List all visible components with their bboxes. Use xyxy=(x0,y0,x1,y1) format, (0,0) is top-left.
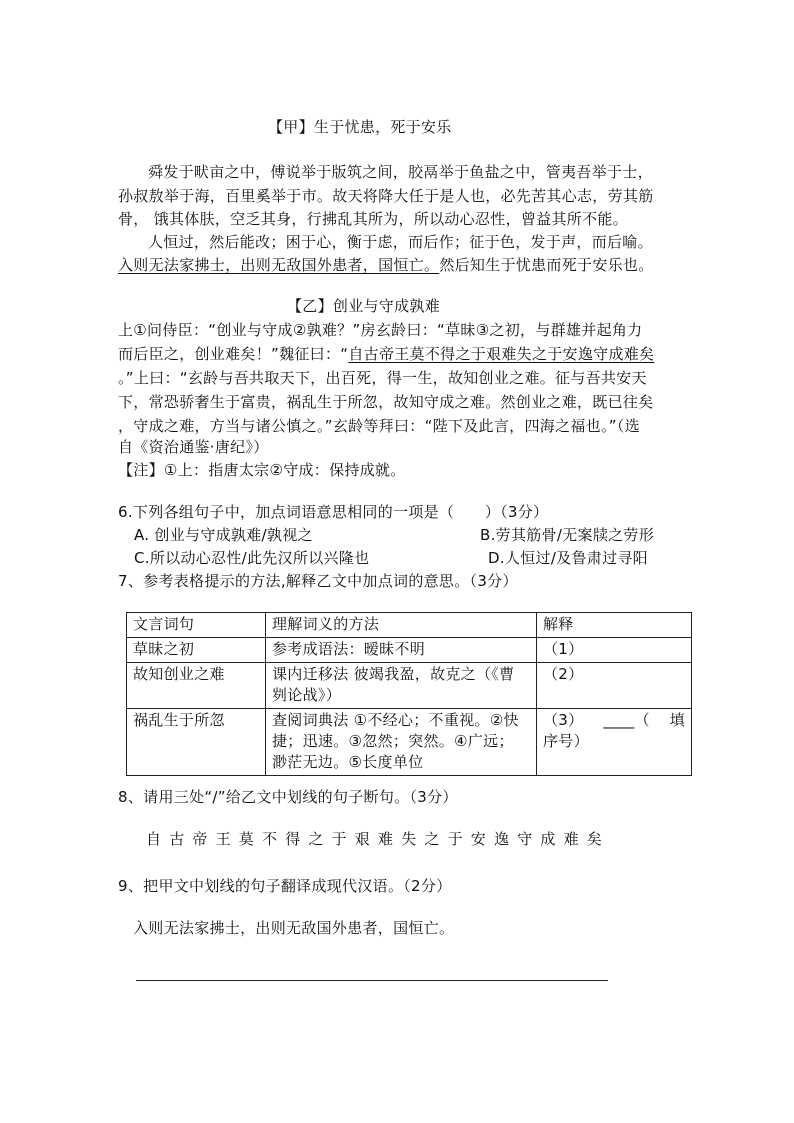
passage-yi-line-4: 下，常恐骄奢生于富贵，祸乱生于所忽，故知守成之难。然创业之难，既已往矣 xyxy=(118,393,654,411)
question-6-option-a: A. 创业与守成孰难/孰视之 xyxy=(134,526,313,544)
passage-yi-line-3: 。”上曰：“玄龄与吾共取天下，出百死，得一生，故知创业之难。征与吾共安天 xyxy=(118,369,647,387)
table-cell-line: 课内迁移法 彼竭我盈，故克之（《曹 xyxy=(272,665,515,683)
passage-jia-title: 【甲】生于忧患，死于安乐 xyxy=(268,118,452,136)
passage-yi-line-5: ，守成之难，方当与诸公慎之。”玄龄等拜曰：“陛下及此言，四海之福也。”（选 xyxy=(118,417,640,435)
passage-jia-line-2: 孙叔敖举于海，百里奚举于市。故天将降大任于是人也，必先苦其心志，劳其筋 xyxy=(118,187,654,205)
passage-yi-title: 【乙】创业与守成孰难 xyxy=(287,297,441,315)
table-cell-line: 捷；迅速。③忽然；突然。④广远； xyxy=(272,732,514,750)
answer-instruction: 序号） xyxy=(543,732,589,750)
table-cell xyxy=(266,709,537,776)
answer-fill-blank: ____（ xyxy=(603,711,650,729)
passage-jia-line-4: 人恒过，然后能改；困于心，衡于虑，而后作；征于色，发于声，而后喻。 xyxy=(148,233,653,251)
question-9: 9、把甲文中划线的句子翻译成现代汉语。（2分） xyxy=(118,877,452,895)
question-9-answer-line[interactable] xyxy=(136,980,608,981)
answer-label: （3） xyxy=(543,711,584,729)
table-header-cell: 文言词句 xyxy=(127,613,266,638)
answer-blank-1[interactable]: （1） xyxy=(537,638,692,663)
question-6-option-b: B.劳其筋骨/无案牍之劳形 xyxy=(480,526,655,544)
table-row xyxy=(127,638,692,663)
passage-yi-underlined-sentence: 自古帝王莫不得之于艰难失之于安逸守成难矣 xyxy=(348,345,655,363)
passage-yi-line-1: 上①问侍臣：“创业与守成②孰难？”房玄龄曰：“草昧③之初，与群雄并起角力 xyxy=(118,321,643,339)
table-header-cell: 理解词义的方法 xyxy=(266,613,537,638)
passage-jia-line-3: 骨， 饿其体肤，空乏其身，行拂乱其所为，所以动心忍性，曾益其所不能。 xyxy=(118,210,628,228)
passage-jia-underlined-sentence: 入则无法家拂士，出则无敌国外患者，国恒亡。 xyxy=(118,256,440,274)
answer-blank-3-line xyxy=(543,710,685,731)
question-6: 6.下列各组句子中，加点词语意思相同的一项是（ ）（3分） xyxy=(118,503,549,521)
answer-blank-2[interactable]: （2） xyxy=(537,663,692,709)
passage-jia-line-5 xyxy=(118,255,654,275)
table-cell: 故知创业之难 xyxy=(127,663,266,709)
table-header-row xyxy=(127,613,692,638)
table-cell: 祸乱生于所忽 xyxy=(127,709,266,776)
question-6-option-d: D.人恒过/及鲁肃过寻阳 xyxy=(488,549,648,567)
passage-yi-line-2-start: 而后臣之，创业难矣！”魏征曰：“ xyxy=(118,345,349,363)
passage-jia-line-5-rest: 然后知生于忧患而死于安乐也。 xyxy=(439,256,654,274)
question-6-option-c: C.所以动心忍性/此先汉所以兴隆也 xyxy=(134,549,370,567)
table-cell-line: 查阅词典法 ①不经心；不重视。②快 xyxy=(272,711,519,729)
passage-yi-line-6: 自《资治通鉴·唐纪》） xyxy=(118,438,269,456)
table-row xyxy=(127,663,692,709)
table-cell: 参考成语法：暧昧不明 xyxy=(266,638,537,663)
question-9-sentence: 入则无法家拂士，出则无敌国外患者，国恒亡。 xyxy=(133,919,455,937)
table-header-cell: 解释 xyxy=(537,613,692,638)
question-7-table xyxy=(126,612,692,776)
answer-fill-text: 填 xyxy=(669,711,685,729)
table-row xyxy=(127,709,692,776)
table-cell-line: 刿论战》） xyxy=(272,686,342,704)
passage-jia-line-1: 舜发于畎亩之中，傅说举于版筑之间，胶鬲举于鱼盐之中，管夷吾举于士， xyxy=(148,163,653,181)
table-cell xyxy=(266,663,537,709)
question-8: 8、请用三处“/”给乙文中划线的句子断句。（3分） xyxy=(118,788,458,806)
table-cell: 草昧之初 xyxy=(127,638,266,663)
question-8-sentence: 自古帝王莫不得之于艰难失之于安逸守成难矣 xyxy=(146,830,611,848)
passage-yi-note: 【注】①上：指唐太宗②守成：保持成就。 xyxy=(118,461,406,479)
answer-blank-3[interactable] xyxy=(537,709,692,776)
question-7: 7、参考表格提示的方法,解释乙文中加点词的意思。（3分） xyxy=(118,572,518,590)
table-cell-line: 渺茫无边。⑤长度单位 xyxy=(272,753,424,771)
passage-yi-line-2 xyxy=(118,344,654,364)
